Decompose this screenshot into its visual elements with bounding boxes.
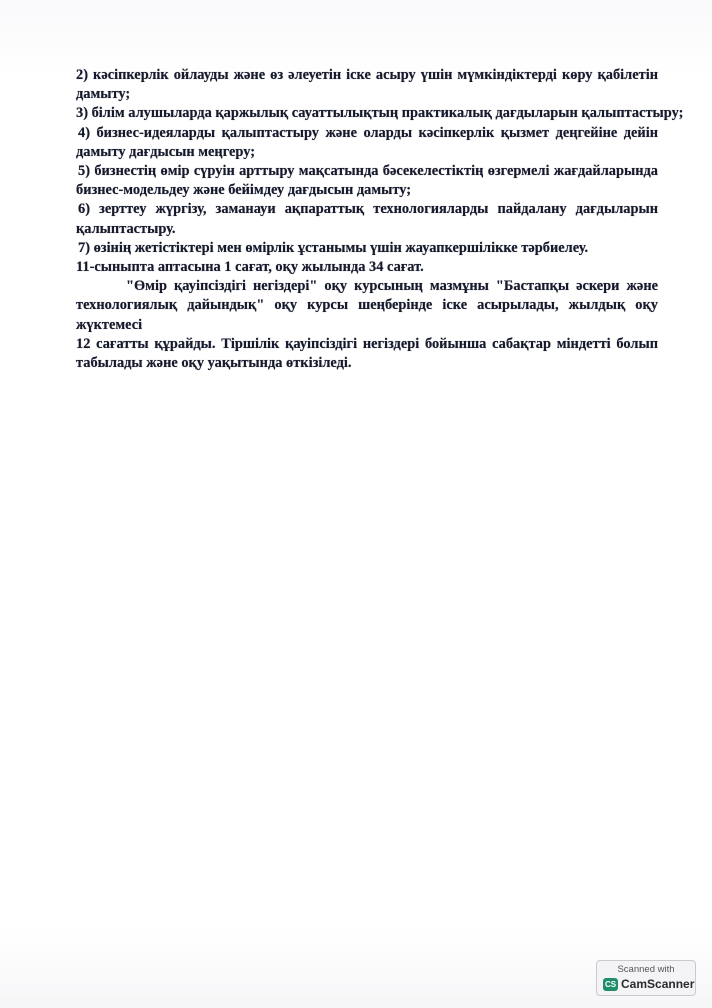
text-line: 3) білім алушыларда қаржылық сауаттылықтың практикалық дағдыларын қалыптастыру; bbox=[76, 105, 684, 122]
text-line: дамыту; bbox=[76, 86, 131, 103]
text-line: табылады және оқу уақытында өткізіледі. bbox=[76, 355, 352, 372]
text-line: бизнес-модельдеу және бейімдеу дағдысын дамыту; bbox=[76, 182, 412, 199]
text-line: 5) бизнестің өмір сүруін арттыру мақсатында бәсекелестіктің өзгермелі жағдайларында bbox=[78, 163, 658, 180]
watermark-caption: Scanned with bbox=[617, 964, 675, 975]
text-line: технологиялық дайындық" оқу курсы шеңберінде іске асырылады, жылдық оқу жүктемесі bbox=[76, 297, 658, 333]
text-line: қалыптастыру. bbox=[76, 220, 176, 237]
text-line: 7) өзінің жетістіктері мен өмірлік ұстанымы үшін жауапкершілікке тәрбиелеу. bbox=[78, 239, 589, 256]
text-line: 12 сағатты құрайды. Тіршілік қауіпсіздігі негіздері бойынша сабақтар міндетті болып bbox=[76, 335, 658, 352]
text-line: 4) бизнес-идеяларды қалыптастыру және оларды кәсіпкерлік қызмет деңгейіне дейін bbox=[78, 124, 658, 141]
text-line: 2) кәсіпкерлік ойлауды және өз әлеуетін іске асыру үшін мүмкіндіктерді көру қабілетін bbox=[76, 67, 658, 83]
document-text bbox=[76, 66, 684, 373]
camscanner-watermark bbox=[596, 960, 696, 996]
camscanner-logo-icon: CS bbox=[604, 980, 617, 989]
text-line: 6) зерттеу жүргізу, заманауи ақпараттық технологияларды пайдалану дағдыларын bbox=[78, 201, 658, 218]
text-line: "Өмір қауіпсіздігі негіздері" оқу курсының мазмұны "Бастапқы әскери және bbox=[126, 278, 658, 295]
watermark-brand: CamScanner bbox=[621, 977, 695, 991]
text-line: дамыту дағдысын меңгеру; bbox=[76, 143, 256, 160]
text-line: 11-сыныпта аптасына 1 сағат, оқу жылында 34 сағат. bbox=[76, 259, 424, 276]
